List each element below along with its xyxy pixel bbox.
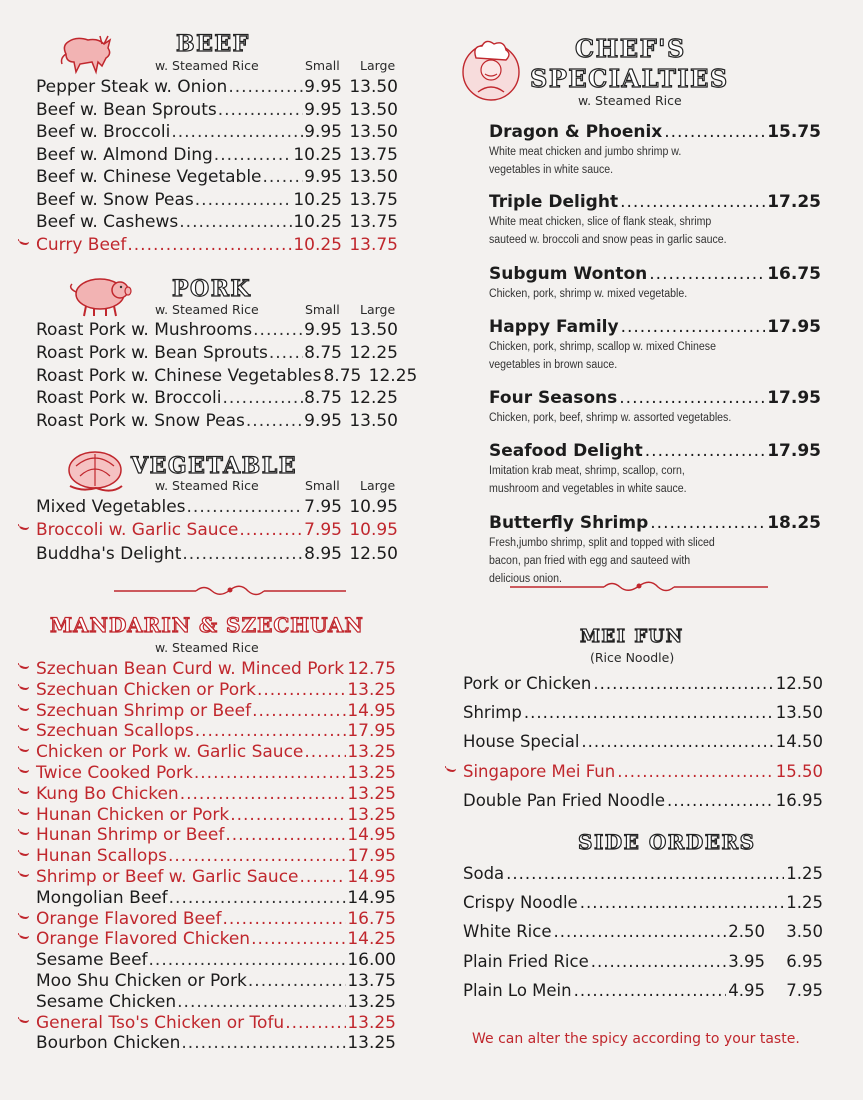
specialty-item <box>489 263 821 303</box>
item-name: Sesame Beef <box>36 950 148 971</box>
item-name: Szechuan Chicken or Pork <box>36 679 256 700</box>
meifun-title: MEI FUN <box>580 626 684 647</box>
price: 12.50 <box>775 674 823 693</box>
price-small: 7.95 <box>304 520 342 541</box>
price: 13.25 <box>347 742 396 763</box>
price-small: 10.25 <box>293 144 342 165</box>
price-large: 13.50 <box>349 320 398 340</box>
menu-item <box>463 731 823 753</box>
chili-pepper-icon <box>18 239 30 246</box>
item-name: Seafood Delight <box>489 441 643 461</box>
menu-item <box>36 410 398 432</box>
item-name: Crispy Noodle <box>463 893 578 913</box>
vegetable-col-large: Large <box>360 478 396 493</box>
specialty-item <box>489 191 821 249</box>
item-name: Chicken or Pork w. Garlic Sauce <box>36 742 304 763</box>
price-large: 13.50 <box>349 99 398 120</box>
menu-item <box>36 121 398 143</box>
chili-pepper-icon <box>18 725 30 732</box>
menu-item <box>36 720 396 742</box>
menu-item <box>36 762 396 784</box>
pork-subtitle: w. Steamed Rice <box>155 302 259 317</box>
price-small: 8.75 <box>304 388 342 409</box>
item-name: Beef w. Broccoli <box>36 122 171 142</box>
item-description: White meat chicken, slice of flank steak, shrimp sauteed w. broccoli and snow peas in garlic sauce. <box>489 216 727 246</box>
item-name: Plain Lo Mein <box>463 980 572 1000</box>
price: 17.95 <box>767 317 821 337</box>
menu-item <box>36 365 418 387</box>
price: 13.50 <box>775 703 823 723</box>
menu-item <box>36 166 398 188</box>
item-name: White Rice <box>463 922 552 942</box>
chili-pepper-icon <box>18 829 30 836</box>
item-description: Chicken, pork, beef, shrimp w. assorted vegetables. <box>489 412 732 424</box>
chili-pepper-icon <box>18 788 30 795</box>
menu-item <box>36 144 398 166</box>
price: 14.95 <box>347 867 396 887</box>
item-name: Kung Bo Chicken <box>36 783 179 804</box>
chili-pepper-icon <box>18 809 30 816</box>
price-small: 8.75 <box>323 365 362 386</box>
chili-pepper-icon <box>18 933 30 940</box>
menu-item <box>36 845 396 867</box>
chili-pepper-icon <box>18 767 30 774</box>
item-name: Beef w. Chinese Vegetable <box>36 167 262 187</box>
vegetable-title: VEGETABLE <box>131 453 297 479</box>
price: 15.75 <box>767 122 821 142</box>
menu-item <box>36 342 398 364</box>
price: 18.25 <box>767 513 821 533</box>
price: 12.75 <box>347 659 396 679</box>
price-large: 13.75 <box>349 189 398 210</box>
price: 17.95 <box>767 441 821 461</box>
price-large: 13.50 <box>349 167 398 187</box>
price: 1.25 <box>786 893 823 913</box>
price-small: 2.50 <box>728 922 765 942</box>
price-small: 9.95 <box>304 411 342 432</box>
item-name: Szechuan Shrimp or Beef <box>36 700 252 721</box>
item-name: Szechuan Scallops <box>36 721 194 742</box>
specialty-item <box>489 316 821 374</box>
item-name: Roast Pork w. Bean Sprouts <box>36 342 268 363</box>
price-large: 13.75 <box>349 234 398 255</box>
item-name: Orange Flavored Beef <box>36 908 222 929</box>
item-name: Double Pan Fried Noodle <box>463 790 666 810</box>
price-small: 10.25 <box>293 189 342 210</box>
price-large: 10.95 <box>349 497 398 517</box>
price: 17.25 <box>767 192 821 212</box>
item-name: Beef w. Almond Ding <box>36 144 213 165</box>
item-description: Chicken, pork, shrimp w. mixed vegetable. <box>489 288 688 300</box>
menu-item <box>36 496 398 518</box>
price-small: 10.25 <box>293 212 342 232</box>
specialty-item <box>489 440 821 498</box>
price-small: 4.95 <box>728 980 765 1000</box>
price: 14.50 <box>775 732 823 752</box>
item-name: Dragon & Phoenix <box>489 122 663 142</box>
spicy-note: We can alter the spicy according to your taste. <box>472 1031 800 1047</box>
price: 13.25 <box>347 804 396 825</box>
menu-item <box>36 519 398 541</box>
item-name: Mixed Vegetables <box>36 497 186 517</box>
price-large: 12.25 <box>349 388 398 409</box>
chili-pepper-icon <box>18 871 30 878</box>
meifun-subtitle: (Rice Noodle) <box>590 650 675 665</box>
item-name: Roast Pork w. Broccoli <box>36 388 222 409</box>
side-item <box>463 863 823 885</box>
item-name: Shrimp <box>463 703 522 723</box>
chef-title-line2: SPECIALTIES <box>530 64 729 93</box>
price-small: 7.95 <box>304 497 342 517</box>
divider-flourish-right <box>508 578 770 594</box>
price: 13.25 <box>347 1012 396 1033</box>
item-name: Buddha's Delight <box>36 543 182 564</box>
chili-pepper-icon <box>18 524 30 531</box>
price-small: 9.95 <box>304 167 342 187</box>
bull-icon <box>58 32 114 76</box>
menu-item <box>36 949 396 971</box>
item-description: White meat chicken and jumbo shrimp w. vegetables in white sauce. <box>489 146 682 176</box>
price: 14.95 <box>347 887 396 908</box>
price-large: 13.75 <box>349 212 398 232</box>
item-name: Soda <box>463 864 505 883</box>
vegetable-col-small: Small <box>305 478 340 493</box>
pig-icon <box>64 270 136 318</box>
menu-item <box>36 991 396 1013</box>
chili-pepper-icon <box>445 766 457 773</box>
item-name: Beef w. Snow Peas <box>36 189 194 210</box>
item-name: Curry Beef <box>36 234 127 255</box>
item-name: Plain Fried Rice <box>463 951 589 971</box>
price: 16.95 <box>775 790 823 810</box>
item-name: Szechuan Bean Curd w. Minced Pork <box>36 659 345 679</box>
menu-item <box>36 543 398 565</box>
item-name: Orange Flavored Chicken <box>36 929 251 950</box>
item-name: Beef w. Bean Sprouts <box>36 99 217 120</box>
pork-col-small: Small <box>305 302 340 317</box>
item-name: Singapore Mei Fun <box>463 761 616 781</box>
menu-item <box>36 1012 396 1034</box>
item-name: House Special <box>463 732 580 752</box>
item-name: Bourbon Chicken <box>36 1033 181 1054</box>
specialty-item <box>489 387 821 427</box>
item-name: Hunan Scallops <box>36 846 167 867</box>
chef-icon <box>458 36 524 102</box>
beef-title: BEEF <box>176 31 250 57</box>
side-item <box>463 951 823 973</box>
item-name: Happy Family <box>489 317 619 337</box>
beef-col-large: Large <box>360 58 396 73</box>
menu-item <box>36 387 398 409</box>
item-name: Pork or Chicken <box>463 674 592 693</box>
price-small: 3.95 <box>728 951 765 971</box>
item-name: Broccoli w. Garlic Sauce <box>36 520 239 541</box>
menu-item <box>36 908 396 930</box>
menu-item <box>36 804 396 826</box>
side-item <box>463 892 823 914</box>
item-description: Fresh,jumbo shrimp, split and topped with sliced bacon, pan fried with egg and sauteed with delicious onion. <box>489 537 715 585</box>
item-name: Roast Pork w. Mushrooms <box>36 320 253 340</box>
menu-item <box>36 741 396 763</box>
menu-item <box>36 658 396 680</box>
price: 13.25 <box>347 783 396 804</box>
mandarin-subtitle: w. Steamed Rice <box>155 640 259 655</box>
chili-pepper-icon <box>18 663 30 670</box>
divider-flourish-left <box>112 582 348 598</box>
item-name: Butterfly Shrimp <box>489 513 649 533</box>
price: 16.00 <box>347 950 396 971</box>
chef-title-line1: CHEF'S <box>575 34 686 63</box>
chili-pepper-icon <box>18 746 30 753</box>
side-item <box>463 980 823 1002</box>
price: 14.25 <box>347 929 396 950</box>
item-name: General Tso's Chicken or Tofu <box>36 1012 285 1033</box>
price-large: 10.95 <box>349 520 398 541</box>
menu-item <box>36 866 396 888</box>
price-small: 9.95 <box>304 320 342 340</box>
item-description: Imitation krab meat, shrimp, scallop, corn, mushroom and vegetables in white sauce. <box>489 465 687 495</box>
specialty-item <box>489 512 821 588</box>
price: 13.25 <box>347 1033 396 1054</box>
item-name: Sesame Chicken <box>36 991 177 1012</box>
price-large: 13.50 <box>349 122 398 142</box>
item-name: Shrimp or Beef w. Garlic Sauce <box>36 867 299 887</box>
price: 17.95 <box>767 388 821 408</box>
menu-item <box>36 824 396 846</box>
item-name: Moo Shu Chicken or Pork <box>36 971 247 991</box>
menu-item <box>36 887 396 909</box>
menu-item <box>463 761 823 783</box>
item-name: Twice Cooked Pork <box>36 763 193 783</box>
price: 13.25 <box>347 763 396 783</box>
item-name: Hunan Shrimp or Beef <box>36 825 225 846</box>
price-large: 13.75 <box>349 144 398 165</box>
price: 13.75 <box>347 971 396 991</box>
price: 15.50 <box>775 761 823 781</box>
price-small: 10.25 <box>293 234 342 255</box>
price-large: 12.50 <box>349 543 398 564</box>
menu-item <box>36 783 396 805</box>
pork-col-large: Large <box>360 302 396 317</box>
chili-pepper-icon <box>18 1017 30 1024</box>
specialty-item <box>489 121 821 179</box>
beef-col-small: Small <box>305 58 340 73</box>
price-large: 3.50 <box>786 922 823 942</box>
pork-title: PORK <box>172 276 252 302</box>
item-name: Beef w. Cashews <box>36 212 179 232</box>
menu-item <box>36 234 398 256</box>
vegetable-subtitle: w. Steamed Rice <box>155 478 259 493</box>
menu-item <box>36 319 398 341</box>
price: 16.75 <box>767 264 821 284</box>
item-name: Subgum Wonton <box>489 264 648 284</box>
side-item <box>463 921 823 943</box>
chef-subtitle: w. Steamed Rice <box>578 93 682 108</box>
price-large: 7.95 <box>786 980 823 1000</box>
item-name: Pepper Steak w. Onion <box>36 77 228 97</box>
price-small: 9.95 <box>304 77 342 97</box>
item-name: Four Seasons <box>489 388 618 408</box>
mandarin-title: MANDARIN & SZECHUAN <box>50 613 364 637</box>
menu-item <box>36 679 396 701</box>
menu-item <box>36 700 396 722</box>
price: 17.95 <box>347 846 396 867</box>
price-small: 9.95 <box>304 122 342 142</box>
price-small: 8.75 <box>304 342 342 363</box>
sides-title: SIDE ORDERS <box>578 830 756 854</box>
price: 14.95 <box>347 700 396 721</box>
item-name: Triple Delight <box>489 192 619 212</box>
price: 13.25 <box>347 679 396 700</box>
menu-item <box>463 702 823 724</box>
menu-item <box>36 928 396 950</box>
price: 17.95 <box>347 721 396 742</box>
item-name: Mongolian Beef <box>36 887 168 908</box>
menu-item <box>36 99 398 121</box>
menu-item <box>463 790 823 812</box>
item-name: Roast Pork w. Snow Peas <box>36 411 245 432</box>
price-small: 8.95 <box>304 543 342 564</box>
chili-pepper-icon <box>18 684 30 691</box>
item-description: Chicken, pork, shrimp, scallop w. mixed Chinese vegetables in brown sauce. <box>489 341 716 371</box>
price-small: 9.95 <box>304 99 342 120</box>
price-large: 12.25 <box>349 342 398 363</box>
price-large: 6.95 <box>786 951 823 971</box>
chili-pepper-icon <box>18 705 30 712</box>
price: 14.95 <box>347 825 396 846</box>
chili-pepper-icon <box>18 913 30 920</box>
price-large: 13.50 <box>349 77 398 97</box>
menu-item <box>36 970 396 992</box>
beef-subtitle: w. Steamed Rice <box>155 58 259 73</box>
menu-item <box>36 1032 396 1054</box>
item-name: Hunan Chicken or Pork <box>36 804 230 825</box>
menu-item <box>463 673 823 695</box>
price-large: 13.50 <box>349 411 398 432</box>
chili-pepper-icon <box>18 850 30 857</box>
menu-item <box>36 76 398 98</box>
price: 16.75 <box>347 908 396 929</box>
item-name: Roast Pork w. Chinese Vegetables <box>36 365 322 386</box>
menu-item <box>36 189 398 211</box>
menu-item <box>36 211 398 233</box>
price-large: 12.25 <box>368 365 418 386</box>
cabbage-icon <box>62 446 128 496</box>
price: 1.25 <box>786 864 823 883</box>
price: 13.25 <box>347 991 396 1012</box>
